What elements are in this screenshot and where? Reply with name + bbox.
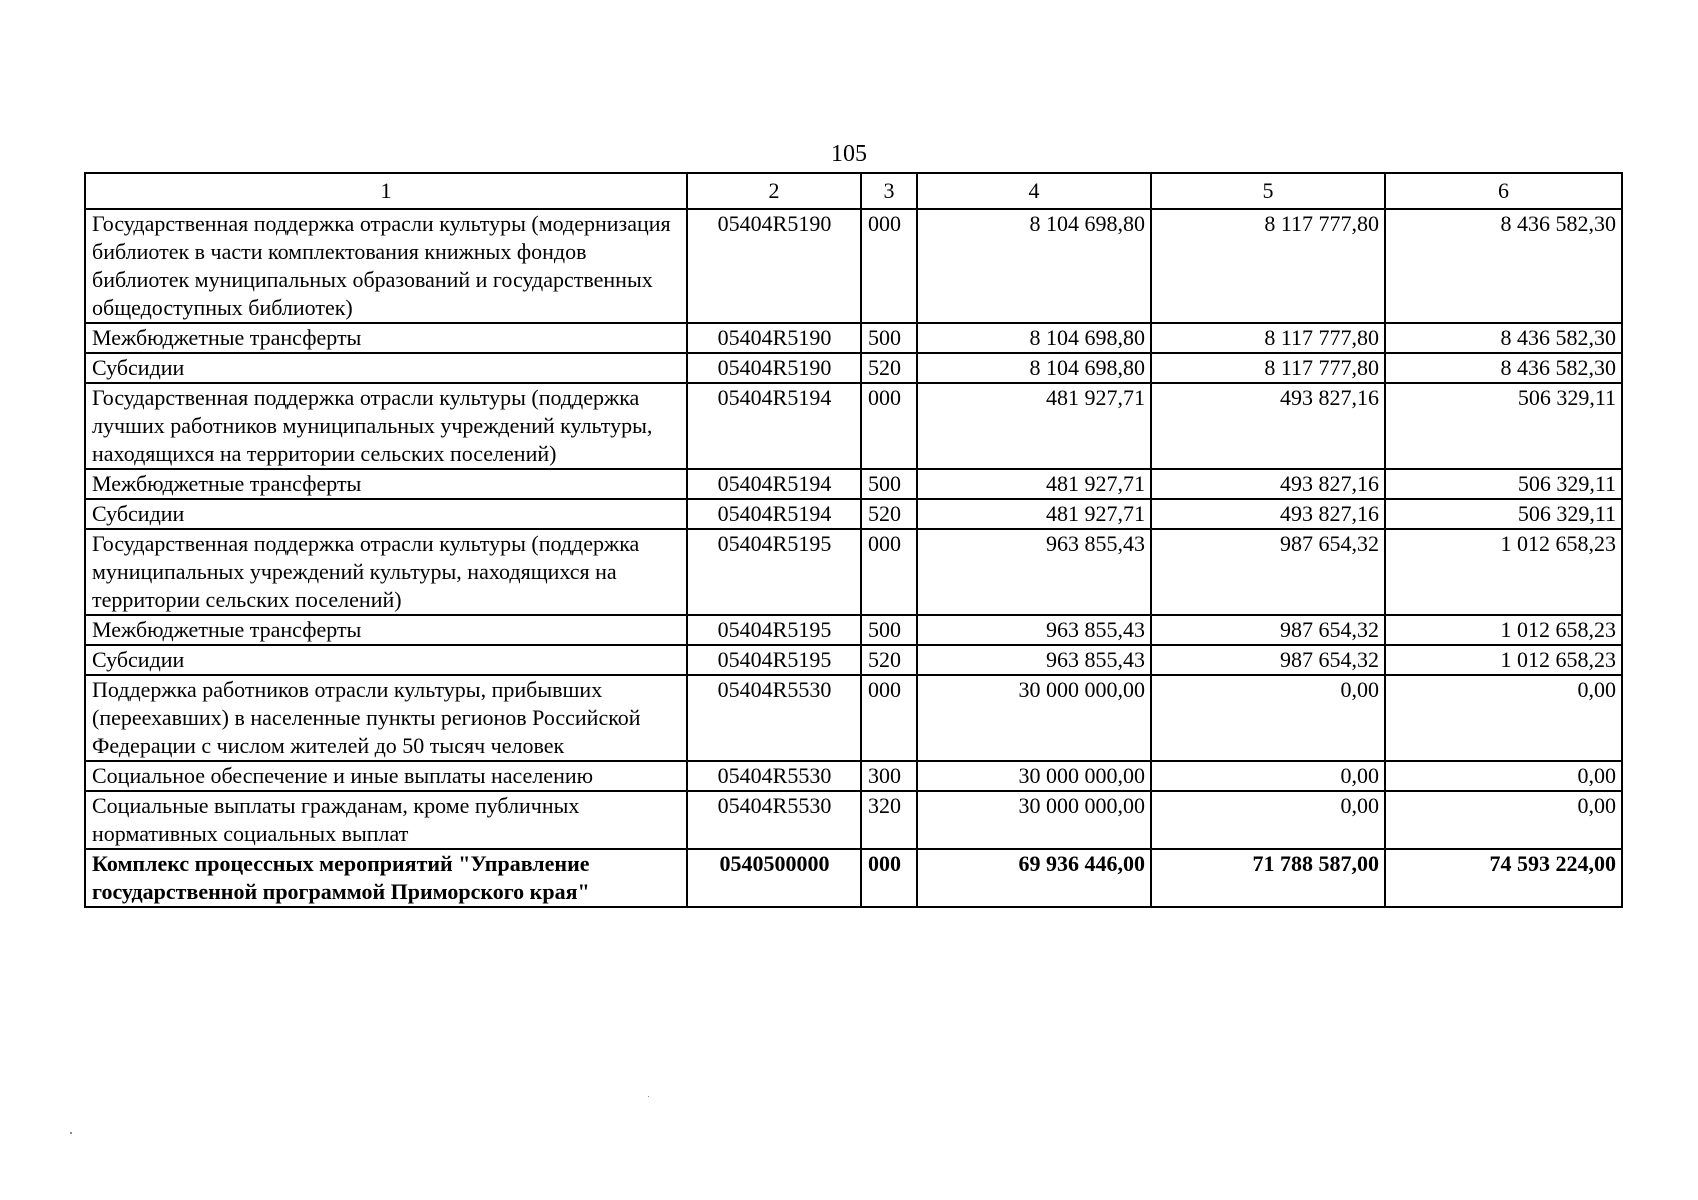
row-amount-col6-cell: 1 012 658,23 <box>1385 529 1622 615</box>
budget-table <box>84 172 1623 908</box>
row-expense-type-cell: 000 <box>861 209 917 323</box>
row-target-code-cell: 05404R5195 <box>687 615 861 645</box>
row-target-code-cell: 05404R5195 <box>687 529 861 615</box>
row-amount-col5-cell: 0,00 <box>1151 791 1385 849</box>
table-row <box>85 791 1622 849</box>
row-amount-col6-cell: 506 329,11 <box>1385 383 1622 469</box>
row-amount-col6-cell: 1 012 658,23 <box>1385 615 1622 645</box>
table-row <box>85 675 1622 761</box>
row-name-cell: Государственная поддержка отрасли культуры (модернизация библиотек в части комплектования книжных фондов библиотек муниципальных образований и государственных общедоступных библиотек) <box>85 209 687 323</box>
row-amount-col4-cell: 481 927,71 <box>917 469 1151 499</box>
row-target-code-cell: 05404R5195 <box>687 645 861 675</box>
row-amount-col4-cell: 8 104 698,80 <box>917 209 1151 323</box>
row-amount-col4-cell: 481 927,71 <box>917 383 1151 469</box>
row-name-cell: Государственная поддержка отрасли культуры (поддержка муниципальных учреждений культуры, находящихся на территории сельских поселений) <box>85 529 687 615</box>
row-expense-type-cell: 520 <box>861 645 917 675</box>
row-name-cell: Межбюджетные трансферты <box>85 469 687 499</box>
row-expense-type-cell: 520 <box>861 499 917 529</box>
row-amount-col6-cell: 1 012 658,23 <box>1385 645 1622 675</box>
row-amount-col5-cell: 987 654,32 <box>1151 529 1385 615</box>
column-number-row <box>85 173 1622 209</box>
row-expense-type-cell: 300 <box>861 761 917 791</box>
row-amount-col5-cell: 0,00 <box>1151 675 1385 761</box>
column-header-6: 6 <box>1385 173 1622 209</box>
table-row <box>85 849 1622 907</box>
row-expense-type-cell: 500 <box>861 615 917 645</box>
row-target-code-cell: 05404R5530 <box>687 761 861 791</box>
row-amount-col6-cell: 0,00 <box>1385 761 1622 791</box>
row-amount-col6-cell: 506 329,11 <box>1385 469 1622 499</box>
row-amount-col5-cell: 493 827,16 <box>1151 383 1385 469</box>
table-row <box>85 469 1622 499</box>
row-target-code-cell: 05404R5194 <box>687 499 861 529</box>
scan-speck <box>70 1132 72 1134</box>
row-amount-col6-cell: 506 329,11 <box>1385 499 1622 529</box>
table-row <box>85 529 1622 615</box>
table-body <box>85 209 1622 907</box>
table-row <box>85 499 1622 529</box>
row-amount-col6-cell: 0,00 <box>1385 675 1622 761</box>
row-amount-col4-cell: 963 855,43 <box>917 615 1151 645</box>
row-amount-col5-cell: 987 654,32 <box>1151 645 1385 675</box>
column-header-5: 5 <box>1151 173 1385 209</box>
row-amount-col4-cell: 963 855,43 <box>917 529 1151 615</box>
column-header-4: 4 <box>917 173 1151 209</box>
row-name-cell: Межбюджетные трансферты <box>85 323 687 353</box>
page-number: 105 <box>831 141 867 167</box>
row-amount-col5-cell: 0,00 <box>1151 761 1385 791</box>
row-amount-col4-cell: 481 927,71 <box>917 499 1151 529</box>
scan-speck <box>648 1096 649 1097</box>
row-amount-col6-cell: 8 436 582,30 <box>1385 353 1622 383</box>
table-row <box>85 353 1622 383</box>
table-row <box>85 209 1622 323</box>
row-amount-col5-cell: 8 117 777,80 <box>1151 209 1385 323</box>
column-header-3: 3 <box>861 173 917 209</box>
row-target-code-cell: 05404R5190 <box>687 353 861 383</box>
row-amount-col6-cell: 0,00 <box>1385 791 1622 849</box>
row-name-cell: Поддержка работников отрасли культуры, прибывших (переехавших) в населенные пункты регионов Российской Федерации с числом жителей до 50 тысяч человек <box>85 675 687 761</box>
row-target-code-cell: 05404R5530 <box>687 791 861 849</box>
table-row <box>85 645 1622 675</box>
row-expense-type-cell: 500 <box>861 469 917 499</box>
row-target-code-cell: 05404R5530 <box>687 675 861 761</box>
row-expense-type-cell: 500 <box>861 323 917 353</box>
row-amount-col4-cell: 69 936 446,00 <box>917 849 1151 907</box>
row-target-code-cell: 05404R5194 <box>687 383 861 469</box>
row-target-code-cell: 05404R5190 <box>687 209 861 323</box>
row-amount-col4-cell: 8 104 698,80 <box>917 323 1151 353</box>
row-name-cell: Субсидии <box>85 645 687 675</box>
table-row <box>85 615 1622 645</box>
row-name-cell: Комплекс процессных мероприятий "Управление государственной программой Приморского края" <box>85 849 687 907</box>
row-name-cell: Государственная поддержка отрасли культуры (поддержка лучших работников муниципальных учреждений культуры, находящихся на территории сельских поселений) <box>85 383 687 469</box>
row-name-cell: Субсидии <box>85 499 687 529</box>
row-amount-col4-cell: 963 855,43 <box>917 645 1151 675</box>
row-amount-col5-cell: 493 827,16 <box>1151 499 1385 529</box>
row-amount-col4-cell: 30 000 000,00 <box>917 675 1151 761</box>
row-name-cell: Социальное обеспечение и иные выплаты населению <box>85 761 687 791</box>
row-amount-col6-cell: 8 436 582,30 <box>1385 209 1622 323</box>
row-amount-col6-cell: 8 436 582,30 <box>1385 323 1622 353</box>
row-amount-col5-cell: 8 117 777,80 <box>1151 323 1385 353</box>
column-header-2: 2 <box>687 173 861 209</box>
row-amount-col4-cell: 30 000 000,00 <box>917 791 1151 849</box>
row-expense-type-cell: 000 <box>861 675 917 761</box>
row-expense-type-cell: 000 <box>861 383 917 469</box>
table-row <box>85 323 1622 353</box>
table-row <box>85 383 1622 469</box>
row-amount-col6-cell: 74 593 224,00 <box>1385 849 1622 907</box>
row-target-code-cell: 05404R5194 <box>687 469 861 499</box>
row-amount-col4-cell: 30 000 000,00 <box>917 761 1151 791</box>
column-header-1: 1 <box>85 173 687 209</box>
table-row <box>85 761 1622 791</box>
row-expense-type-cell: 320 <box>861 791 917 849</box>
row-expense-type-cell: 000 <box>861 529 917 615</box>
row-target-code-cell: 05404R5190 <box>687 323 861 353</box>
row-amount-col5-cell: 493 827,16 <box>1151 469 1385 499</box>
row-name-cell: Субсидии <box>85 353 687 383</box>
row-amount-col5-cell: 8 117 777,80 <box>1151 353 1385 383</box>
row-amount-col5-cell: 71 788 587,00 <box>1151 849 1385 907</box>
row-amount-col5-cell: 987 654,32 <box>1151 615 1385 645</box>
row-name-cell: Социальные выплаты гражданам, кроме публичных нормативных социальных выплат <box>85 791 687 849</box>
row-amount-col4-cell: 8 104 698,80 <box>917 353 1151 383</box>
row-expense-type-cell: 520 <box>861 353 917 383</box>
row-name-cell: Межбюджетные трансферты <box>85 615 687 645</box>
row-expense-type-cell: 000 <box>861 849 917 907</box>
row-target-code-cell: 0540500000 <box>687 849 861 907</box>
